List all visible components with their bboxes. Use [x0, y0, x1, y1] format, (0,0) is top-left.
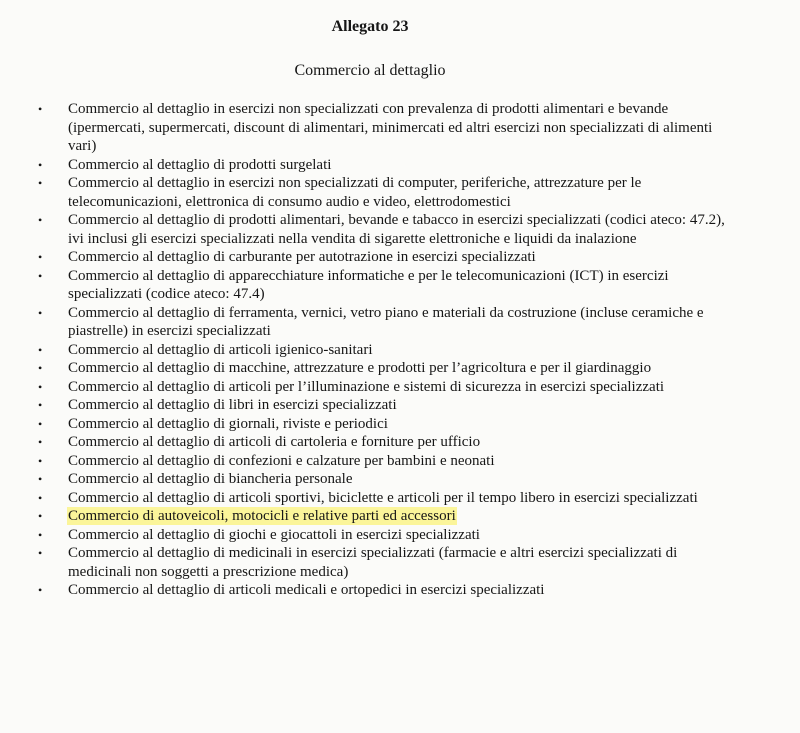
list-item [0, 359, 728, 378]
bullet-icon: • [38, 490, 43, 505]
list-item-text: Commercio al dettaglio di libri in esercizi specializzati [68, 397, 397, 413]
list-item-text: Commercio al dettaglio di articoli medicali e ortopedici in esercizi specializzati [68, 582, 545, 598]
bullet-icon: • [38, 379, 43, 394]
list-item-text: Commercio al dettaglio di articoli per l’illuminazione e sistemi di sicurezza in esercizi specializzati [68, 378, 665, 395]
list-item [0, 174, 728, 211]
list-item-text: Commercio al dettaglio di confezioni e calzature per bambini e neonati [68, 452, 495, 469]
list-item [0, 267, 728, 304]
list-item [0, 156, 728, 175]
list-item [0, 100, 728, 156]
bullet-icon: • [38, 398, 43, 412]
list-item [0, 396, 728, 415]
list-item-highlighted [0, 507, 728, 526]
highlighted-item-text: Commercio di autoveicoli, motocicli e relative parti ed accessori [68, 508, 456, 524]
bullet-icon: • [38, 102, 43, 116]
list-item-text: Commercio al dettaglio di biancheria personale [68, 471, 353, 487]
document-title: Allegato 23 [331, 18, 409, 35]
bullet-icon: • [38, 213, 43, 227]
list-item-text: Commercio al dettaglio di articoli sportivi, biciclette e articoli per il tempo libero in esercizi specializzati [68, 489, 698, 506]
list-item [0, 378, 728, 397]
list-item-text: Commercio al dettaglio di prodotti surgelati [68, 156, 332, 173]
bullet-icon: • [38, 546, 43, 560]
list-item [0, 489, 728, 508]
list-item [0, 248, 728, 267]
list-item [0, 211, 728, 248]
list-item-text: Commercio al dettaglio di articoli igienico-sanitari [68, 341, 373, 358]
bullet-icon: • [38, 472, 43, 486]
bullet-icon: • [38, 583, 43, 597]
list-item-text: Commercio al dettaglio di macchine, attrezzature e prodotti per l’agricoltura e per il giardinaggio [68, 360, 652, 376]
list-item [0, 415, 728, 434]
bullet-icon: • [38, 416, 43, 431]
bullet-icon: • [38, 268, 43, 283]
list-item-text: Commercio al dettaglio in esercizi non specializzati con prevalenza di prodotti alimentari e bevande (ipermercati, supermercati, discount di alimentari, minimercati ed altri esercizi non specializzati di alimenti vari) [68, 101, 713, 154]
bullet-icon: • [38, 342, 43, 357]
list-item-text: Commercio al dettaglio di apparecchiature informatiche e per le telecomunicazioni (ICT) in esercizi specializzati (codice ateco: 47.4) [68, 267, 669, 302]
list-item-text: Commercio al dettaglio di articoli di cartoleria e forniture per ufficio [68, 434, 481, 450]
list-item [0, 341, 728, 360]
bullet-icon: • [38, 509, 43, 523]
list-item-text: Commercio al dettaglio di prodotti alimentari, bevande e tabacco in esercizi specializzati (codici ateco: 47.2), ivi inclusi gli esercizi specializzati nella vendita di sigarette elettroniche e liquidi da inalazione [68, 212, 725, 247]
list-item-text: Commercio al dettaglio in esercizi non specializzati di computer, periferiche, attrezzature per le telecomunicazioni, elettronica di consumo audio e video, elettrodomestici [68, 175, 642, 210]
list-item [0, 304, 728, 341]
bullet-icon: • [38, 176, 43, 190]
list-item [0, 544, 728, 581]
bullet-icon: • [38, 527, 43, 542]
list-item [0, 581, 728, 600]
list-item-text: Commercio al dettaglio di carburante per autotrazione in esercizi specializzati [68, 249, 536, 265]
bullet-icon: • [38, 435, 43, 449]
list-item [0, 470, 728, 489]
bullet-icon: • [38, 157, 43, 172]
document-subtitle: Commercio al dettaglio [294, 62, 446, 79]
list-item-text: Commercio al dettaglio di giochi e giocattoli in esercizi specializzati [68, 526, 480, 543]
list-item [0, 433, 728, 452]
activity-list [0, 100, 800, 600]
bullet-icon: • [38, 453, 43, 468]
list-item-text: Commercio al dettaglio di giornali, riviste e periodici [68, 415, 388, 432]
bullet-icon: • [38, 250, 43, 264]
bullet-icon: • [38, 361, 43, 375]
bullet-icon: • [38, 305, 43, 320]
list-item [0, 526, 728, 545]
list-item-text: Commercio al dettaglio di medicinali in esercizi specializzati (farmacie e altri esercizi specializzati di medicinali non soggetti a prescrizione medica) [68, 545, 678, 580]
list-item-text: Commercio al dettaglio di ferramenta, vernici, vetro piano e materiali da costruzione (incluse ceramiche e piastrelle) in esercizi specializzati [68, 304, 704, 339]
list-item [0, 452, 728, 471]
